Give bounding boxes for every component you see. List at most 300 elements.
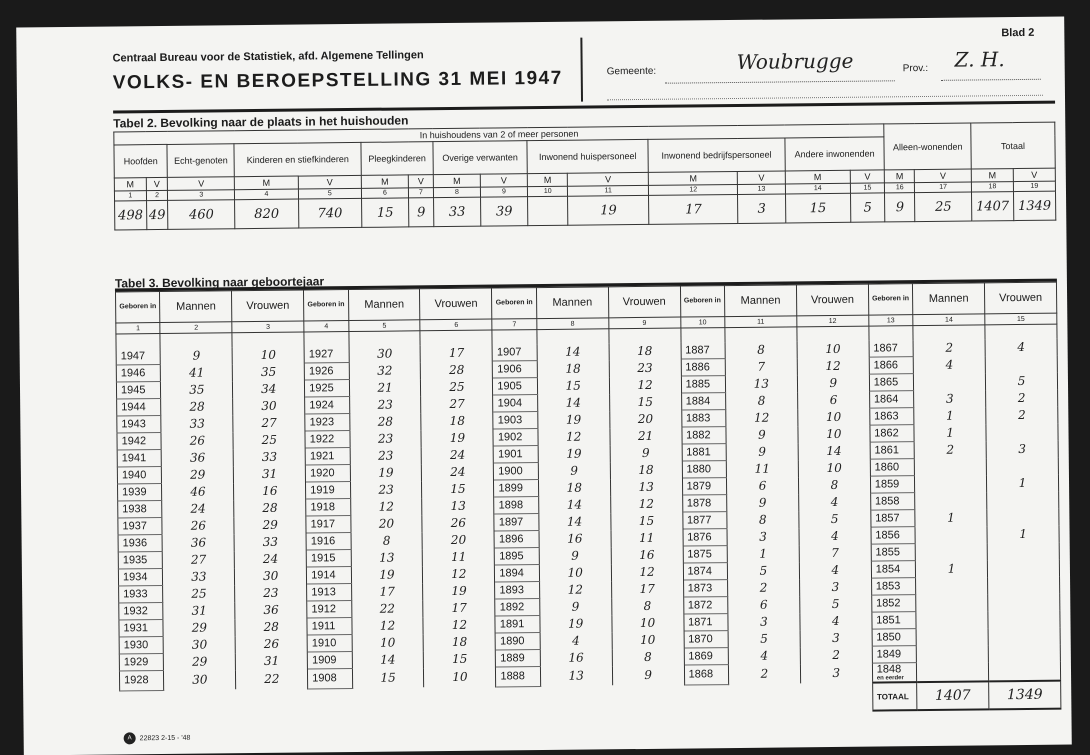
mannen-count: 33	[161, 415, 233, 433]
birth-year: 1902	[493, 429, 538, 446]
vrouwen-count: 3	[800, 663, 872, 683]
sex-label: V	[408, 175, 433, 188]
column-number: 12	[649, 184, 738, 195]
mannen-count: 7	[725, 358, 797, 376]
mannen-count: 9	[160, 347, 232, 364]
birth-year: 1851	[872, 612, 917, 629]
col-kinderen: Kinderen en stiefkinderen	[234, 142, 361, 176]
birth-year: 1906	[493, 361, 538, 378]
vrouwen-count: 15	[424, 650, 496, 668]
mannen-count: 14	[539, 513, 611, 531]
mannen-count: 4	[728, 647, 800, 665]
mannen-count: 12	[352, 617, 424, 635]
column-number: 12	[797, 315, 869, 327]
print-code-text: 22823 2-15 - '48	[139, 734, 191, 742]
birth-year: 1874	[683, 563, 728, 580]
birth-year: 1897	[494, 514, 539, 531]
mannen-count: 14	[537, 394, 609, 412]
mannen-count: 20	[350, 515, 422, 533]
sex-label: V	[738, 171, 785, 184]
vrouwen-count	[988, 593, 1060, 611]
vrouwen-count: 13	[610, 478, 682, 496]
column-number: 3	[232, 321, 304, 333]
birth-year: 1857	[871, 510, 916, 527]
mannen-count: 2	[728, 664, 800, 684]
vrouwen-count: 14	[798, 442, 870, 460]
mannen-count: 12	[350, 498, 422, 516]
birth-year: 1915	[306, 550, 351, 567]
mannen-count: 8	[727, 511, 799, 529]
empty-cell	[236, 688, 308, 717]
totaal-mannen: 1407	[917, 681, 989, 710]
mannen-count: 30	[349, 345, 421, 362]
tabel3-title: Tabel 3. Bevolking naar geboortejaar	[114, 274, 325, 291]
sex-label: M	[235, 176, 298, 190]
count-value: 1349	[1013, 191, 1055, 220]
birth-year: 1893	[495, 582, 540, 599]
birth-year: 1869	[684, 648, 729, 665]
mannen-count	[916, 628, 988, 646]
sex-label: M	[971, 169, 1013, 182]
vrouwen-count: 12	[610, 495, 682, 513]
geboren-in-header: Geboren in	[304, 290, 349, 321]
count-value: 19	[568, 195, 649, 225]
vrouwen-header: Vrouwen	[232, 290, 304, 322]
birth-year: 1849	[872, 646, 917, 663]
sex-label: M	[785, 170, 850, 184]
birth-year: 1935	[118, 552, 163, 569]
column-number: 7	[492, 319, 537, 330]
mannen-count: 1	[914, 407, 986, 425]
birth-year: 1921	[305, 448, 350, 465]
vrouwen-count: 7	[799, 544, 871, 562]
birth-year: 1870	[684, 631, 729, 648]
birth-year: 1852	[871, 595, 916, 612]
form-title: VOLKS- EN BEROEPSTELLING 31 MEI 1947	[112, 67, 563, 94]
en-eerder-label: en eerder	[876, 675, 904, 682]
vrouwen-count: 9	[797, 374, 869, 392]
vrouwen-count: 21	[610, 427, 682, 445]
count-value: 1407	[972, 192, 1014, 221]
birth-year: 1886	[681, 359, 726, 376]
count-value: 9	[409, 198, 434, 227]
vrouwen-count: 12	[423, 616, 495, 634]
column-number: 1	[114, 191, 146, 201]
count-value: 17	[649, 194, 739, 224]
column-number: 9	[608, 317, 680, 329]
vrouwen-header: Vrouwen	[796, 284, 868, 316]
birth-year: 1936	[118, 535, 163, 552]
mannen-count: 23	[350, 430, 422, 448]
vrouwen-count: 10	[798, 459, 870, 477]
count-value: 820	[235, 199, 299, 229]
sex-label: V	[568, 172, 649, 186]
mannen-count: 30	[164, 636, 236, 654]
sex-label: V	[1013, 168, 1055, 181]
vrouwen-count: 35	[233, 363, 305, 381]
mannen-count: 19	[538, 411, 610, 429]
vrouwen-count: 12	[609, 376, 681, 394]
mannen-header: Mannen	[724, 285, 796, 317]
mannen-count: 3	[727, 528, 799, 546]
birth-year: 1904	[493, 395, 538, 412]
column-number: 9	[480, 187, 527, 197]
geboren-in-header: Geboren in	[868, 284, 913, 315]
vrouwen-count	[987, 559, 1059, 577]
empty-cell	[352, 687, 424, 716]
tabel3	[115, 282, 1061, 720]
mannen-count: 46	[162, 483, 234, 501]
vrouwen-count: 20	[609, 410, 681, 428]
column-number: 15	[850, 183, 885, 193]
birth-year: 1887	[681, 342, 726, 359]
column-number: 14	[913, 314, 985, 326]
birth-year: 1888	[496, 667, 541, 687]
mannen-count: 28	[349, 413, 421, 431]
birth-year: 1889	[496, 650, 541, 667]
vrouwen-count: 24	[422, 463, 494, 481]
census-form	[16, 17, 1072, 755]
mannen-count: 9	[727, 494, 799, 512]
spacer-cell	[609, 328, 681, 343]
birth-year: 1896	[494, 531, 539, 548]
mannen-count: 25	[163, 585, 235, 603]
mannen-count: 12	[726, 409, 798, 427]
birth-year: 1939	[118, 484, 163, 501]
count-value	[528, 196, 569, 225]
birth-year: 1863	[869, 408, 914, 425]
mannen-count: 36	[162, 534, 234, 552]
empty-cell	[496, 686, 541, 714]
mannen-count: 15	[537, 377, 609, 395]
birth-year: 1940	[117, 467, 162, 484]
mannen-count	[915, 543, 987, 561]
birth-year: 1868	[684, 665, 729, 685]
vrouwen-count: 34	[233, 380, 305, 398]
empty-cell	[424, 687, 496, 716]
vrouwen-count: 25	[233, 431, 305, 449]
mannen-count: 1	[916, 560, 988, 578]
mannen-count: 6	[726, 477, 798, 495]
vrouwen-count: 16	[611, 546, 683, 564]
vrouwen-count	[988, 610, 1060, 628]
column-number: 13	[869, 315, 914, 326]
empty-cell	[308, 688, 353, 716]
column-number: 18	[971, 182, 1013, 192]
vrouwen-count: 11	[423, 548, 495, 566]
birth-year: 1892	[495, 599, 540, 616]
birth-year: 1859	[870, 476, 915, 493]
vrouwen-count: 31	[234, 465, 306, 483]
mannen-count: 9	[726, 443, 798, 461]
mannen-count	[916, 645, 988, 663]
spacer-cell	[869, 326, 914, 341]
vrouwen-count: 27	[233, 414, 305, 432]
birth-year: 1945	[116, 382, 161, 399]
vrouwen-count: 18	[609, 343, 681, 360]
col-totaal: Totaal	[971, 122, 1055, 169]
vrouwen-count: 25	[421, 378, 493, 396]
mannen-count: 10	[539, 564, 611, 582]
mannen-count: 3	[728, 613, 800, 631]
vrouwen-count: 24	[235, 550, 307, 568]
vrouwen-count: 26	[235, 635, 307, 653]
vrouwen-count: 5	[799, 510, 871, 528]
vrouwen-count: 12	[797, 357, 869, 375]
vrouwen-count	[988, 644, 1060, 662]
vrouwen-count	[986, 423, 1058, 441]
mannen-count: 14	[352, 651, 424, 669]
mannen-count: 3	[914, 390, 986, 408]
birth-year: 1905	[493, 378, 538, 395]
mannen-count: 31	[163, 602, 235, 620]
vrouwen-count: 3	[799, 578, 871, 596]
bureau-name: Centraal Bureau voor de Statistiek, afd. Algemene Tellingen	[112, 49, 424, 65]
birth-year: 1894	[495, 565, 540, 582]
vrouwen-count	[987, 491, 1059, 509]
birth-year: 1867	[869, 340, 914, 357]
column-number: 11	[725, 316, 797, 328]
vrouwen-count: 10	[612, 631, 684, 649]
mannen-count: 14	[538, 496, 610, 514]
count-value: 15	[362, 198, 409, 227]
totaal-label: TOTAAL	[872, 682, 917, 710]
col-huispersoneel: Inwonend huispersoneel	[527, 139, 648, 173]
mannen-count: 5	[727, 562, 799, 580]
mannen-count: 10	[352, 634, 424, 652]
vrouwen-count: 2	[986, 389, 1058, 407]
totaal-vrouwen: 1349	[989, 681, 1061, 710]
column-number: 13	[738, 184, 785, 194]
count-value: 15	[785, 193, 850, 223]
vrouwen-count: 22	[236, 669, 308, 689]
spacer-cell	[725, 327, 797, 342]
mannen-count: 23	[350, 481, 422, 499]
birth-year: 1858	[870, 493, 915, 510]
mannen-count	[914, 373, 986, 391]
vrouwen-count: 4	[799, 527, 871, 545]
prov-value: Z. H.	[954, 47, 1005, 72]
mannen-count: 16	[540, 649, 612, 667]
vrouwen-count: 9	[610, 444, 682, 462]
mannen-count: 27	[163, 551, 235, 569]
birth-year: 1918	[306, 499, 351, 516]
group-header: In huishoudens van 2 of meer personen	[114, 124, 884, 145]
column-number: 17	[915, 182, 972, 193]
vrouwen-count	[987, 508, 1059, 526]
vrouwen-header: Vrouwen	[984, 282, 1056, 314]
column-number: 8	[433, 187, 480, 197]
mannen-count: 8	[725, 341, 797, 358]
mannen-count: 1	[915, 509, 987, 527]
sex-label: M	[527, 173, 568, 186]
birth-year: 1932	[119, 603, 164, 620]
birth-year: 1914	[307, 567, 352, 584]
column-number: 7	[408, 188, 433, 198]
column-number: 10	[527, 186, 568, 196]
column-number: 4	[304, 321, 349, 332]
count-value: 740	[298, 198, 362, 228]
birth-year: 1912	[307, 601, 352, 618]
vrouwen-count: 33	[234, 533, 306, 551]
birth-year: 1900	[494, 463, 539, 480]
spacer-cell	[680, 328, 725, 343]
vrouwen-count: 15	[422, 480, 494, 498]
birth-year: 1916	[306, 533, 351, 550]
mannen-header: Mannen	[913, 283, 985, 315]
vrouwen-count: 12	[423, 565, 495, 583]
vrouwen-count: 29	[234, 516, 306, 534]
spacer-cell	[492, 330, 537, 345]
vrouwen-count: 3	[986, 440, 1058, 458]
mannen-count	[916, 577, 988, 595]
column-number: 3	[168, 190, 235, 201]
vrouwen-count: 15	[609, 393, 681, 411]
vrouwen-count: 19	[423, 582, 495, 600]
spacer-cell	[420, 330, 492, 345]
vrouwen-count: 10	[232, 347, 304, 364]
column-number: 15	[985, 313, 1057, 325]
vrouwen-header: Vrouwen	[420, 288, 492, 320]
sex-label: V	[480, 174, 527, 187]
birth-year: 1899	[494, 480, 539, 497]
header-divider	[580, 38, 583, 102]
birth-year: 1911	[307, 618, 352, 635]
vrouwen-count	[988, 661, 1060, 681]
column-number: 5	[348, 320, 420, 332]
spacer-cell	[985, 324, 1057, 339]
column-number: 2	[146, 190, 168, 200]
birth-year: 1941	[117, 450, 162, 467]
birth-year: 1883	[681, 410, 726, 427]
count-value: 33	[433, 197, 480, 226]
vrouwen-count: 13	[422, 497, 494, 515]
birth-year: 1873	[683, 580, 728, 597]
vrouwen-count: 2	[800, 646, 872, 664]
geboren-in-header: Geboren in	[680, 286, 725, 317]
birth-year	[872, 663, 917, 683]
column-number: 6	[361, 188, 408, 198]
vrouwen-count: 6	[797, 391, 869, 409]
birth-year: 1910	[307, 635, 352, 652]
birth-year: 1947	[116, 348, 161, 365]
vrouwen-count: 5	[800, 595, 872, 613]
mannen-count: 9	[538, 462, 610, 480]
mannen-count: 9	[539, 547, 611, 565]
vrouwen-header: Vrouwen	[608, 286, 680, 318]
count-value: 5	[850, 193, 885, 222]
birth-year: 1943	[117, 416, 162, 433]
sex-label: M	[885, 170, 915, 183]
vrouwen-count: 8	[798, 476, 870, 494]
birth-year: 1937	[118, 518, 163, 535]
vrouwen-count: 1	[987, 525, 1059, 543]
vrouwen-count: 12	[611, 563, 683, 581]
vrouwen-count: 3	[800, 629, 872, 647]
column-number: 5	[298, 188, 361, 199]
tabel2	[113, 122, 1056, 231]
mannen-count: 29	[163, 619, 235, 637]
vrouwen-count: 1	[987, 474, 1059, 492]
birth-year: 1938	[118, 501, 163, 518]
vrouwen-count: 17	[421, 345, 493, 362]
birth-year: 1866	[869, 357, 914, 374]
mannen-count: 9	[726, 426, 798, 444]
mannen-count: 29	[162, 466, 234, 484]
birth-year: 1865	[869, 374, 914, 391]
birth-year: 1919	[306, 482, 351, 499]
birth-year: 1881	[682, 444, 727, 461]
spacer-cell	[349, 331, 421, 346]
birth-year: 1856	[871, 527, 916, 544]
birth-year: 1909	[307, 652, 352, 669]
col-hoofden: Hoofden	[114, 144, 168, 178]
birth-year: 1922	[305, 431, 350, 448]
mannen-count: 32	[349, 362, 421, 380]
sex-label: V	[915, 169, 972, 183]
mannen-count: 8	[726, 392, 798, 410]
birth-year: 1878	[682, 495, 727, 512]
geboren-in-header: Geboren in	[492, 288, 537, 319]
tabel2-title: Tabel 2. Bevolking naar de plaats in het huishouden	[113, 113, 409, 131]
vrouwen-count: 23	[609, 359, 681, 377]
column-number: 19	[1013, 181, 1055, 191]
mannen-count: 22	[351, 600, 423, 618]
mannen-count: 17	[351, 583, 423, 601]
vrouwen-count: 10	[612, 614, 684, 632]
birth-year: 1853	[871, 578, 916, 595]
birth-year: 1860	[870, 459, 915, 476]
birth-year: 1884	[681, 393, 726, 410]
birth-year: 1872	[683, 597, 728, 614]
mannen-count	[915, 475, 987, 493]
vrouwen-count: 10	[798, 408, 870, 426]
mannen-count: 30	[164, 670, 236, 690]
birth-year: 1913	[307, 584, 352, 601]
vrouwen-count: 30	[233, 397, 305, 415]
gemeente-line	[665, 80, 895, 83]
vrouwen-count: 16	[234, 482, 306, 500]
birth-year: 1855	[871, 544, 916, 561]
column-number: 1	[116, 323, 161, 334]
mannen-count: 8	[351, 532, 423, 550]
birth-year: 1929	[119, 653, 164, 670]
mannen-count: 21	[349, 379, 421, 397]
birth-year: 1864	[869, 391, 914, 408]
col-overige-verwanten: Overige verwanten	[433, 141, 527, 175]
sheet-number: Blad 2	[1001, 26, 1035, 40]
vrouwen-count: 4	[799, 561, 871, 579]
spacer-cell	[232, 332, 304, 347]
vrouwen-count: 23	[235, 584, 307, 602]
vrouwen-count: 18	[421, 412, 493, 430]
mannen-count: 23	[350, 447, 422, 465]
mannen-count	[916, 611, 988, 629]
sex-label: M	[648, 171, 737, 185]
mannen-count: 11	[726, 460, 798, 478]
birth-year: 1890	[495, 633, 540, 650]
column-number: 14	[785, 183, 850, 194]
empty-cell	[800, 683, 872, 712]
vrouwen-count: 28	[421, 361, 493, 379]
birth-year: 1876	[683, 529, 728, 546]
vrouwen-count: 36	[235, 601, 307, 619]
sex-label: V	[850, 170, 885, 183]
vrouwen-count: 28	[234, 499, 306, 517]
mannen-count: 5	[728, 630, 800, 648]
vrouwen-count: 10	[797, 341, 869, 358]
mannen-count: 19	[540, 615, 612, 633]
